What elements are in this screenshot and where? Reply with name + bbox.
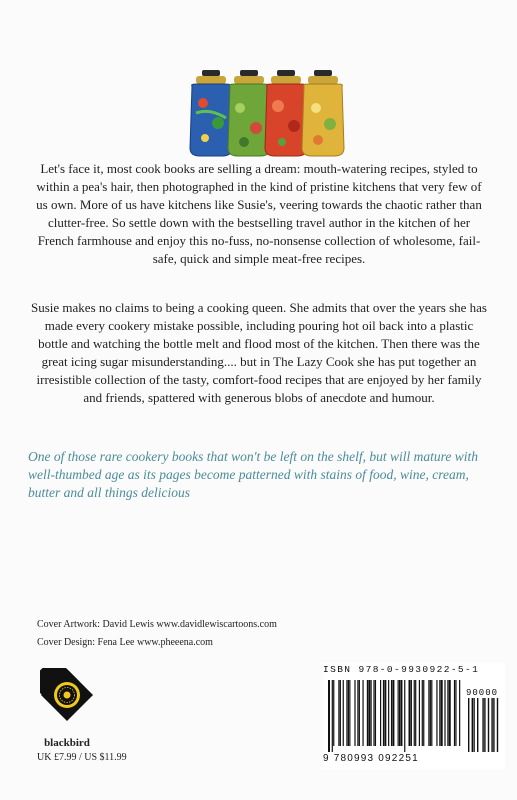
credits <box>37 616 277 652</box>
cover-artwork-credit: Cover Artwork: David Lewis www.davidlewiscartoons.com <box>37 619 277 630</box>
jars-illustration <box>0 68 517 158</box>
blurb-paragraph-2: Susie makes no claims to being a cooking queen. She admits that over the years she has made every cookery mistake possible, including pouring hot oil back into a plastic bottle and watching the bottle melt and flood most of the kitchen. Then there was the great icing sugar misunderstanding.... but in The Lazy Cook she has put together an irresistible collection of the tasty, comfort-food recipes that are enjoyed by her family and friends, spattered with generous blobs of anecdote and humour. <box>31 300 487 405</box>
barcode-addon-text: 90000 <box>466 688 499 698</box>
jar-red-icon <box>265 70 307 156</box>
price: UK £7.99 / US $11.99 <box>37 752 127 763</box>
cover-design-credit: Cover Design: Fena Lee www.pheeena.com <box>37 637 213 648</box>
jar-yellow-icon <box>302 70 344 156</box>
jar-green-icon <box>228 70 270 156</box>
ean-text: 9 780993 092251 <box>323 753 419 764</box>
review-quote: One of those rare cookery books that won't be left on the shelf, but will mature with well-thumbed age as its pages become patterned with stains of food, wine, cream, butter and all things delicious <box>28 449 478 500</box>
blurb-paragraph-1: Let's face it, most cook books are selling a dream: mouth-watering recipes, styled to within a pea's hair, then photographed in the kind of pristine kitchens that very few of us own. More of us have kitchens like Susie's, veering towards the chaotic rather than clutter-free. So settle down with the bestselling travel author in the kitchen of her French farmhouse and enjoy this no-fuss, no-nonsense collection of wholesome, fail-safe, quick and simple meat-free recipes. <box>36 161 482 266</box>
barcode-icon <box>326 680 502 752</box>
publisher-name: blackbird <box>44 737 90 749</box>
jar-blue-icon <box>190 70 232 156</box>
isbn-text: ISBN 978-0-9930922-5-1 <box>323 664 480 675</box>
blackbird-logo-icon <box>40 668 94 722</box>
